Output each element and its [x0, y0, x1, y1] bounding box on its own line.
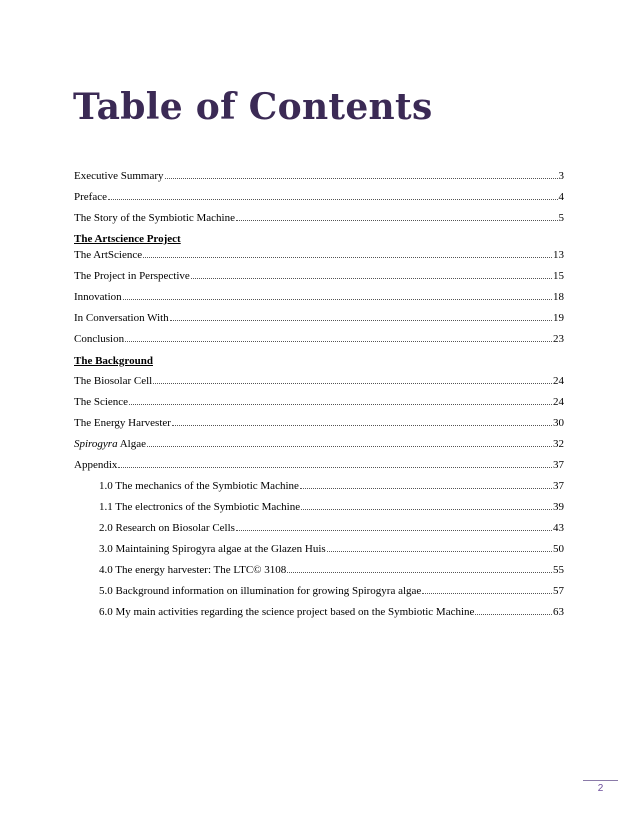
toc-entry-label: 1.1 The electronics of the Symbiotic Machine	[99, 501, 301, 513]
toc-entry-page: 37	[553, 480, 564, 492]
page-title: Table of Contents	[73, 86, 433, 128]
toc-entry-executive-summary[interactable]	[74, 168, 564, 189]
toc-entry-page: 30	[553, 417, 564, 429]
toc-entry-label: 6.0 My main activities regarding the science project based on the Symbiotic Machine	[99, 606, 475, 618]
toc-entry-preface[interactable]	[74, 189, 564, 210]
toc-entry-page: 50	[553, 543, 564, 555]
toc-appendix-2-0[interactable]	[74, 520, 564, 541]
toc-entry-label: Appendix	[74, 459, 118, 471]
toc-entry-science[interactable]	[74, 394, 564, 415]
toc-entry-page: 43	[553, 522, 564, 534]
toc-entry-label: The ArtScience	[74, 249, 143, 261]
toc-entry-page: 3	[558, 170, 564, 182]
toc-entry-label: 2.0 Research on Biosolar Cells	[99, 522, 235, 534]
toc-entry-page: 24	[553, 396, 564, 408]
toc-appendix-5-0[interactable]	[74, 583, 564, 604]
dot-leader	[422, 592, 552, 594]
toc-appendix-1-1[interactable]	[74, 499, 564, 520]
toc-entry-spirogyra[interactable]	[74, 436, 564, 457]
dot-leader	[123, 298, 552, 300]
toc-entry-page: 37	[553, 459, 564, 471]
toc-entry-label-rest: Algae	[117, 438, 147, 450]
toc-entry-label: The Energy Harvester	[74, 417, 171, 429]
toc-appendix-3-0[interactable]	[74, 541, 564, 562]
toc-entry-page: 5	[558, 212, 564, 224]
dot-leader	[153, 382, 552, 384]
toc-entry-label: The Biosolar Cell	[74, 375, 153, 387]
toc-entry-label: 4.0 The energy harvester: The LTC© 3108	[99, 564, 287, 576]
toc-appendix-1-0[interactable]	[74, 478, 564, 499]
dot-leader	[170, 319, 552, 321]
dot-leader	[118, 466, 552, 468]
dot-leader	[143, 256, 552, 258]
toc-entry-label: 3.0 Maintaining Spirogyra algae at the Glazen Huis	[99, 543, 326, 555]
toc-entry-label: The Project in Perspective	[74, 270, 190, 282]
toc-appendix-4-0[interactable]	[74, 562, 564, 583]
dot-leader	[108, 198, 558, 200]
toc-entry-page: 19	[553, 312, 564, 324]
toc-entry-appendix[interactable]	[74, 457, 564, 478]
toc-entry-label: Executive Summary	[74, 170, 164, 182]
toc-entry-artscience[interactable]	[74, 247, 564, 268]
toc-entry-conclusion[interactable]	[74, 331, 564, 352]
toc-entry-page: 55	[553, 564, 564, 576]
toc-entry-page: 4	[558, 191, 564, 203]
toc-entry-label: The Science	[74, 396, 129, 408]
dot-leader	[125, 340, 552, 342]
section-heading-artscience: The Artscience Project	[74, 233, 181, 245]
toc-entry-page: 57	[553, 585, 564, 597]
toc-entry-conversation[interactable]	[74, 310, 564, 331]
toc-entry-label: 5.0 Background information on illumination for growing Spirogyra algae	[99, 585, 422, 597]
toc-entry-label: Preface	[74, 191, 107, 203]
dot-leader	[147, 445, 552, 447]
toc-entry-label: In Conversation With	[74, 312, 169, 324]
toc-entry-page: 32	[553, 438, 564, 450]
toc-entry-page: 24	[553, 375, 564, 387]
toc-entry-page: 39	[553, 501, 564, 513]
toc-entry-story[interactable]	[74, 210, 564, 231]
toc-entry-biosolar-cell[interactable]	[74, 373, 564, 394]
dot-leader	[327, 550, 552, 552]
section-heading-background: The Background	[74, 355, 153, 367]
footer-page-number: 2	[597, 783, 604, 794]
toc-entry-page: 63	[553, 606, 564, 618]
dot-leader	[301, 508, 552, 510]
toc-entry-page: 23	[553, 333, 564, 345]
toc-entry-page: 13	[553, 249, 564, 261]
table-of-contents	[74, 168, 564, 625]
dot-leader	[191, 277, 552, 279]
toc-entry-label: 1.0 The mechanics of the Symbiotic Machine	[99, 480, 299, 492]
toc-appendix-6-0[interactable]	[74, 604, 564, 625]
toc-entry-energy-harvester[interactable]	[74, 415, 564, 436]
toc-entry-perspective[interactable]	[74, 268, 564, 289]
toc-entry-label: Conclusion	[74, 333, 125, 345]
dot-leader	[475, 613, 552, 615]
toc-entry-page: 18	[553, 291, 564, 303]
dot-leader	[236, 529, 552, 531]
toc-entry-page: 15	[553, 270, 564, 282]
toc-entry-label: The Story of the Symbiotic Machine	[74, 212, 235, 224]
dot-leader	[287, 571, 552, 573]
toc-entry-label	[74, 436, 146, 452]
footer-divider	[583, 780, 618, 781]
dot-leader	[172, 424, 552, 426]
dot-leader	[300, 487, 552, 489]
dot-leader	[129, 403, 552, 405]
dot-leader	[165, 177, 558, 179]
toc-entry-label: Innovation	[74, 291, 122, 303]
toc-entry-innovation[interactable]	[74, 289, 564, 310]
toc-entry-label-italic: Spirogyra	[74, 438, 118, 450]
dot-leader	[236, 219, 558, 221]
